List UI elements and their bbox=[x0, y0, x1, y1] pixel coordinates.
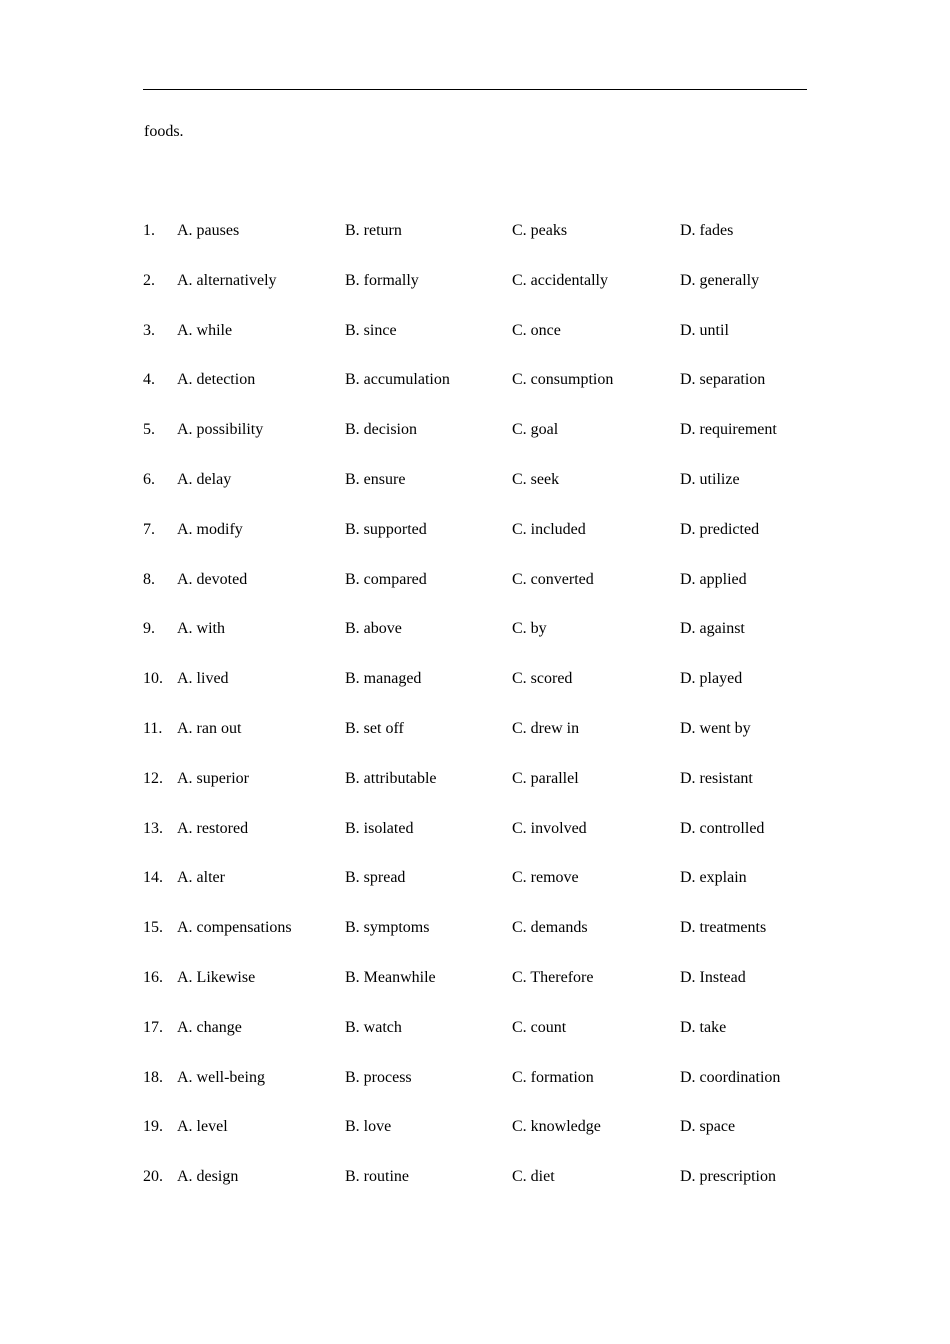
option-c: C. included bbox=[512, 521, 586, 538]
question-row bbox=[0, 1116, 950, 1138]
question-row bbox=[0, 768, 950, 790]
option-a: A. alternatively bbox=[177, 272, 277, 289]
option-b: B. compared bbox=[345, 571, 427, 588]
option-b: B. attributable bbox=[345, 770, 437, 787]
option-d: D. went by bbox=[680, 720, 751, 737]
question-number: 12. bbox=[143, 770, 163, 787]
question-number: 10. bbox=[143, 670, 163, 687]
intro-text: foods. bbox=[144, 123, 184, 140]
option-d: D. applied bbox=[680, 571, 747, 588]
question-number: 11. bbox=[143, 720, 163, 737]
question-row bbox=[0, 419, 950, 441]
question-row bbox=[0, 718, 950, 740]
question-row bbox=[0, 818, 950, 840]
question-number: 1. bbox=[143, 222, 155, 239]
option-b: B. formally bbox=[345, 272, 419, 289]
option-c: C. peaks bbox=[512, 222, 568, 239]
question-number: 20. bbox=[143, 1168, 163, 1185]
option-c: C. parallel bbox=[512, 770, 579, 787]
option-d: D. fades bbox=[680, 222, 734, 239]
option-a: A. modify bbox=[177, 521, 243, 538]
option-c: C. goal bbox=[512, 421, 559, 438]
option-b: B. process bbox=[345, 1069, 412, 1086]
question-number: 5. bbox=[143, 421, 155, 438]
option-c: C. once bbox=[512, 322, 561, 339]
option-c: C. consumption bbox=[512, 371, 614, 388]
question-row bbox=[0, 320, 950, 342]
question-number: 3. bbox=[143, 322, 155, 339]
question-row bbox=[0, 1017, 950, 1039]
option-c: C. involved bbox=[512, 820, 587, 837]
option-c: C. accidentally bbox=[512, 272, 608, 289]
option-d: D. explain bbox=[680, 869, 747, 886]
question-number: 2. bbox=[143, 272, 155, 289]
question-row bbox=[0, 569, 950, 591]
option-b: B. symptoms bbox=[345, 919, 430, 936]
question-row bbox=[0, 220, 950, 242]
option-c: C. diet bbox=[512, 1168, 555, 1185]
option-b: B. Meanwhile bbox=[345, 969, 436, 986]
question-number: 4. bbox=[143, 371, 155, 388]
option-d: D. against bbox=[680, 620, 745, 637]
option-a: A. detection bbox=[177, 371, 256, 388]
question-row bbox=[0, 469, 950, 491]
question-number: 6. bbox=[143, 471, 155, 488]
option-b: B. watch bbox=[345, 1019, 402, 1036]
option-b: B. above bbox=[345, 620, 402, 637]
option-a: A. superior bbox=[177, 770, 249, 787]
option-d: D. generally bbox=[680, 272, 760, 289]
question-number: 17. bbox=[143, 1019, 163, 1036]
question-number: 16. bbox=[143, 969, 163, 986]
option-b: B. decision bbox=[345, 421, 417, 438]
question-row bbox=[0, 867, 950, 889]
option-c: C. Therefore bbox=[512, 969, 594, 986]
question-number: 7. bbox=[143, 521, 155, 538]
option-a: A. change bbox=[177, 1019, 242, 1036]
option-d: D. coordination bbox=[680, 1069, 781, 1086]
option-a: A. delay bbox=[177, 471, 232, 488]
option-a: A. lived bbox=[177, 670, 229, 687]
option-a: A. ran out bbox=[177, 720, 242, 737]
option-d: D. resistant bbox=[680, 770, 753, 787]
option-c: C. converted bbox=[512, 571, 594, 588]
option-d: D. controlled bbox=[680, 820, 765, 837]
option-d: D. played bbox=[680, 670, 743, 687]
question-row bbox=[0, 1166, 950, 1188]
question-number: 13. bbox=[143, 820, 163, 837]
question-number: 18. bbox=[143, 1069, 163, 1086]
option-d: D. utilize bbox=[680, 471, 740, 488]
option-b: B. spread bbox=[345, 869, 406, 886]
question-row bbox=[0, 369, 950, 391]
option-c: C. knowledge bbox=[512, 1118, 601, 1135]
option-a: A. possibility bbox=[177, 421, 264, 438]
option-a: A. restored bbox=[177, 820, 249, 837]
option-b: B. since bbox=[345, 322, 397, 339]
option-b: B. love bbox=[345, 1118, 392, 1135]
option-a: A. pauses bbox=[177, 222, 240, 239]
option-a: A. level bbox=[177, 1118, 228, 1135]
option-c: C. seek bbox=[512, 471, 560, 488]
option-d: D. prescription bbox=[680, 1168, 776, 1185]
option-b: B. managed bbox=[345, 670, 422, 687]
option-c: C. formation bbox=[512, 1069, 594, 1086]
question-number: 15. bbox=[143, 919, 163, 936]
question-row bbox=[0, 618, 950, 640]
option-b: B. return bbox=[345, 222, 402, 239]
option-b: B. set off bbox=[345, 720, 404, 737]
option-a: A. alter bbox=[177, 869, 225, 886]
question-number: 14. bbox=[143, 869, 163, 886]
header-rule bbox=[143, 89, 807, 90]
option-c: C. scored bbox=[512, 670, 573, 687]
option-d: D. until bbox=[680, 322, 729, 339]
option-a: A. Likewise bbox=[177, 969, 256, 986]
question-number: 8. bbox=[143, 571, 155, 588]
option-c: C. by bbox=[512, 620, 547, 637]
option-d: D. separation bbox=[680, 371, 766, 388]
option-c: C. demands bbox=[512, 919, 588, 936]
question-row bbox=[0, 519, 950, 541]
option-b: B. supported bbox=[345, 521, 427, 538]
option-b: B. accumulation bbox=[345, 371, 450, 388]
question-row bbox=[0, 270, 950, 292]
question-row bbox=[0, 1067, 950, 1089]
option-d: D. requirement bbox=[680, 421, 777, 438]
option-b: B. isolated bbox=[345, 820, 414, 837]
option-a: A. with bbox=[177, 620, 225, 637]
option-a: A. well-being bbox=[177, 1069, 265, 1086]
option-a: A. devoted bbox=[177, 571, 248, 588]
option-a: A. compensations bbox=[177, 919, 292, 936]
option-d: D. space bbox=[680, 1118, 736, 1135]
question-row bbox=[0, 668, 950, 690]
option-a: A. while bbox=[177, 322, 233, 339]
question-number: 19. bbox=[143, 1118, 163, 1135]
option-c: C. count bbox=[512, 1019, 567, 1036]
option-d: D. take bbox=[680, 1019, 727, 1036]
option-c: C. drew in bbox=[512, 720, 580, 737]
question-number: 9. bbox=[143, 620, 155, 637]
option-b: B. ensure bbox=[345, 471, 406, 488]
question-row bbox=[0, 917, 950, 939]
option-a: A. design bbox=[177, 1168, 239, 1185]
option-c: C. remove bbox=[512, 869, 579, 886]
option-d: D. predicted bbox=[680, 521, 760, 538]
option-b: B. routine bbox=[345, 1168, 409, 1185]
option-d: D. treatments bbox=[680, 919, 767, 936]
option-d: D. Instead bbox=[680, 969, 746, 986]
question-row bbox=[0, 967, 950, 989]
